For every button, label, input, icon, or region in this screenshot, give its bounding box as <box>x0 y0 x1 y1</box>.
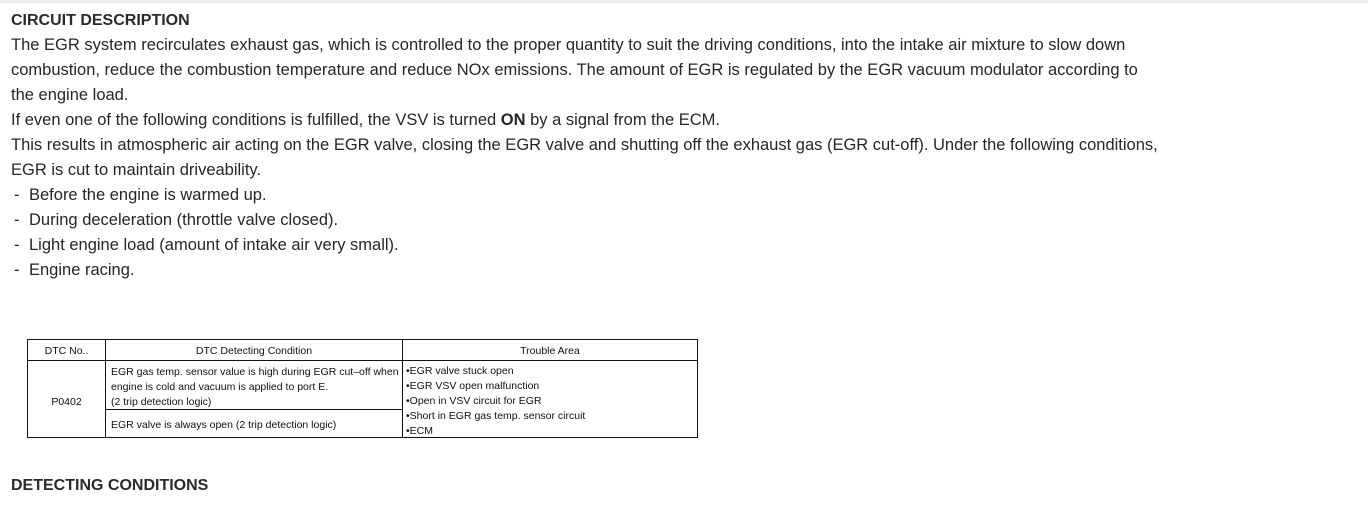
list-item <box>11 183 1251 208</box>
paragraph-2-post: by a signal from the ECM. <box>525 111 720 129</box>
list-item <box>11 208 1251 233</box>
header-trouble-area: Trouble Area <box>520 345 580 357</box>
trouble-area-list <box>406 364 585 439</box>
condition-2: EGR valve is always open (2 trip detection logic) <box>111 419 337 431</box>
description-paragraph-1 <box>11 33 1251 108</box>
trouble-area-item: •ECM <box>406 425 434 437</box>
bullet-dash: - <box>14 261 20 279</box>
detecting-conditions-heading: DETECTING CONDITIONS <box>11 477 209 494</box>
header-dtc-no: DTC No.. <box>44 345 89 357</box>
bullet-dash: - <box>14 211 20 229</box>
egr-cut-conditions-list <box>11 183 1251 283</box>
condition-text: During deceleration (throttle valve closed). <box>29 211 339 229</box>
bullet-dash: - <box>14 236 20 254</box>
trouble-area-item: •EGR valve stuck open <box>406 365 514 377</box>
trouble-area-item: •EGR VSV open malfunction <box>406 380 540 392</box>
dtc-table <box>27 339 698 438</box>
list-item <box>11 233 1251 258</box>
condition-1 <box>111 365 399 410</box>
description-paragraph-2 <box>11 108 1251 133</box>
bullet-dash: - <box>14 186 20 204</box>
header-divider <box>28 360 697 361</box>
trouble-area-item: •Open in VSV circuit for EGR <box>406 395 542 407</box>
trouble-area-item: •Short in EGR gas temp. sensor circuit <box>406 410 586 422</box>
paragraph-2-bold: ON <box>500 111 526 129</box>
circuit-description-section <box>11 9 1251 283</box>
condition-1-line-2: engine is cold and vacuum is applied to port E. <box>111 381 329 393</box>
dtc-code: P0402 <box>51 396 82 408</box>
header-detecting-condition: DTC Detecting Condition <box>195 345 313 357</box>
paragraph-3-line-2: EGR is cut to maintain driveability. <box>11 161 262 179</box>
condition-text: Engine racing. <box>29 261 135 279</box>
top-divider <box>0 0 1368 3</box>
condition-text: Before the engine is warmed up. <box>29 186 267 204</box>
condition-1-line-1: EGR gas temp. sensor value is high during EGR cut–off when <box>111 366 399 378</box>
condition-1-line-3: (2 trip detection logic) <box>111 396 212 408</box>
paragraph-3-line-1: This results in atmospheric air acting on the EGR valve, closing the EGR valve and shutting off the exhaust gas (EGR cut-off). Under the following conditions, <box>11 136 1158 154</box>
list-item <box>11 258 1251 283</box>
condition-text: Light engine load (amount of intake air very small). <box>29 236 399 254</box>
paragraph-1-line-2: combustion, reduce the combustion temperature and reduce NOx emissions. The amount of EGR is regulated by the EGR vacuum modulator according to <box>11 61 1138 79</box>
paragraph-1-line-1: The EGR system recirculates exhaust gas, which is controlled to the proper quantity to suit the driving conditions, into the intake air mixture to slow down <box>11 36 1126 54</box>
paragraph-2-pre: If even one of the following conditions is fulfilled, the VSV is turned <box>11 111 501 129</box>
circuit-description-heading: CIRCUIT DESCRIPTION <box>11 12 190 29</box>
paragraph-1-line-3: the engine load. <box>11 86 129 104</box>
description-paragraph-3 <box>11 133 1251 183</box>
